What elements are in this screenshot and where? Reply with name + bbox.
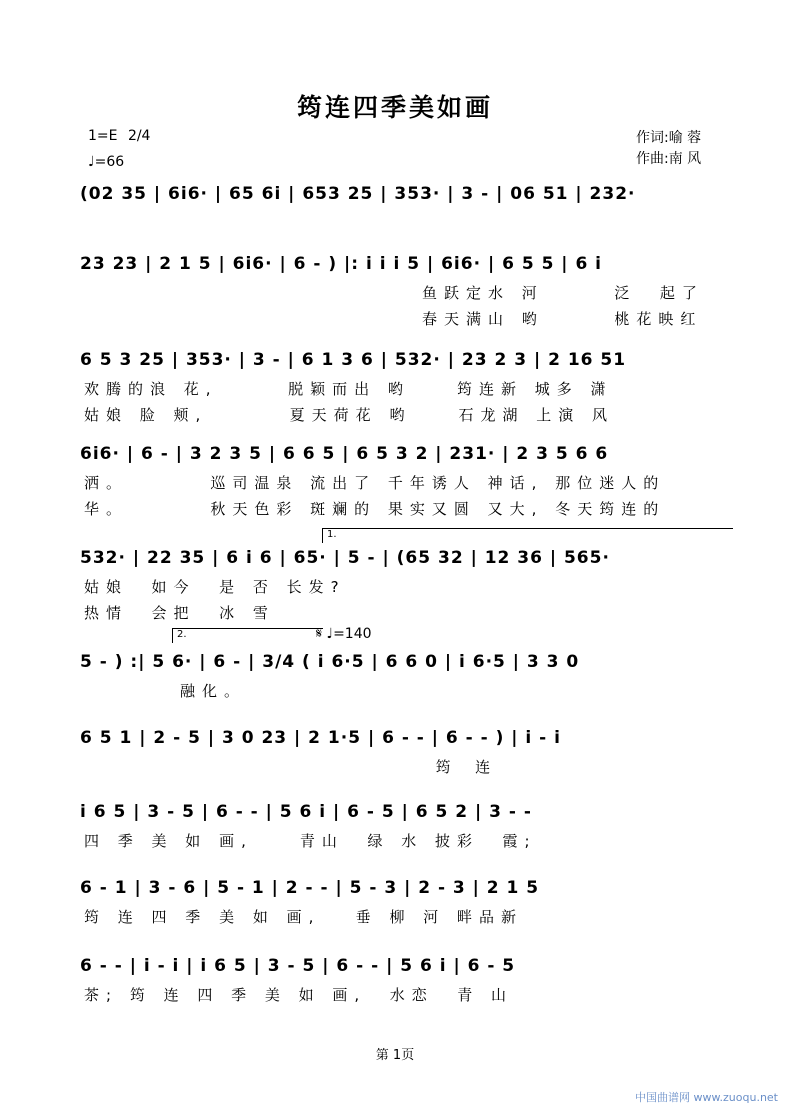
volta-1-label: 1. xyxy=(327,529,337,540)
staff-row-5 xyxy=(80,548,740,622)
key-label: 1=E xyxy=(88,128,118,144)
first-ending-bracket xyxy=(322,528,733,543)
lyric-line-1: 鱼跃定水 河 泛 起了 xyxy=(422,284,704,302)
staff-row-6 xyxy=(80,652,740,700)
lyric-line-1: 茶; 筠 连 四 季 美 如 画, 水恋 青 山 xyxy=(84,986,514,1004)
staff-row-7 xyxy=(80,728,740,776)
notation-row: 6i6· | 6 - | 3 2 3 5 | 6 6 5 | 6 5 3 2 | 231· | 2 3 5 6 6 xyxy=(80,444,609,464)
notation-row: 6 - - | i - i | i 6 5 | 3 - 5 | 6 - - | 5 6 i | 6 - 5 xyxy=(80,956,516,976)
time-signature: 2/4 xyxy=(127,128,151,144)
watermark: 中国曲谱网 www.zuoqu.net xyxy=(635,1091,778,1104)
staff-row-4 xyxy=(80,444,740,518)
lyricist: 作词:喻 蓉 xyxy=(636,130,702,146)
lyric-line-1: 融化。 xyxy=(180,682,247,700)
lyric-line-2: 热情 会把 冰 雪 xyxy=(84,604,275,622)
key-signature xyxy=(88,128,150,144)
segno-tempo: 𝄋 ♩=140 xyxy=(316,626,372,642)
second-ending-bracket xyxy=(172,628,323,643)
notation-row: 5 - ) :| 5 6· | 6 - | 3/4 ( i 6·5 | 6 6 0 | i 6·5 | 3 3 0 xyxy=(80,652,580,672)
staff-row-1 xyxy=(80,184,740,232)
staff-row-8 xyxy=(80,802,740,850)
notation-row: 532· | 22 35 | 6 i 6 | 65· | 5 - | (65 32 | 12 36 | 565· xyxy=(80,548,610,568)
notation-row: 6 5 3 25 | 353· | 3 - | 6 1 3 6 | 532· | 23 2 3 | 2 16 51 xyxy=(80,350,627,370)
credits xyxy=(636,128,701,170)
lyric-line-1: 洒。 巡司温泉 流出了 千年诱人 神话, 那位迷人的 xyxy=(84,474,666,492)
staff-row-2 xyxy=(80,254,740,328)
lyric-line-1: 四 季 美 如 画, 青山 绿 水 披彩 霞; xyxy=(84,832,537,850)
lyric-line-1: 筠 连 四 季 美 如 画, 垂 柳 河 畔品新 xyxy=(84,908,523,926)
lyric-line-1: 姑娘 如今 是 否 长发? xyxy=(84,578,346,596)
volta-2-label: 2. xyxy=(177,629,187,640)
tempo-marking: ♩=66 xyxy=(88,154,125,170)
lyric-line-1: 欢腾的浪 花, 脱颖而出 哟 筠连新 城多 潇 xyxy=(84,380,613,398)
song-title: 筠连四季美如画 xyxy=(296,93,493,122)
composer: 作曲:南 风 xyxy=(636,151,702,167)
lyric-line-2: 姑娘 脸 颊, 夏天荷花 哟 石龙湖 上演 风 xyxy=(84,406,615,424)
lyric-line-1: 筠 连 xyxy=(84,758,496,776)
notation-row: (02 35 | 6i6· | 65 6i | 653 25 | 353· | 3 - | 06 51 | 232· xyxy=(80,184,636,204)
notation-row: 6 5 1 | 2 - 5 | 3 0 23 | 2 1·5 | 6 - - | 6 - - ) | i - i xyxy=(80,728,561,748)
notation-row: 23 23 | 2 1 5 | 6i6· | 6 - ) |: i i i 5 | 6i6· | 6 5 5 | 6 i xyxy=(80,254,603,274)
staff-row-10 xyxy=(80,956,740,1004)
notation-row: 6 - 1 | 3 - 6 | 5 - 1 | 2 - - | 5 - 3 | 2 - 3 | 2 1 5 xyxy=(80,878,540,898)
staff-row-9 xyxy=(80,878,740,926)
notation-row: i 6 5 | 3 - 5 | 6 - - | 5 6 i | 6 - 5 | 6 5 2 | 3 - - xyxy=(80,802,532,822)
lyric-line-2: 春天满山 哟 桃花映红 xyxy=(422,310,703,328)
staff-row-3 xyxy=(80,350,740,424)
lyric-line-2: 华。 秋天色彩 斑斓的 果实又圆 又大, 冬天筠连的 xyxy=(84,500,666,518)
page-number: 第 1页 xyxy=(375,1048,415,1063)
